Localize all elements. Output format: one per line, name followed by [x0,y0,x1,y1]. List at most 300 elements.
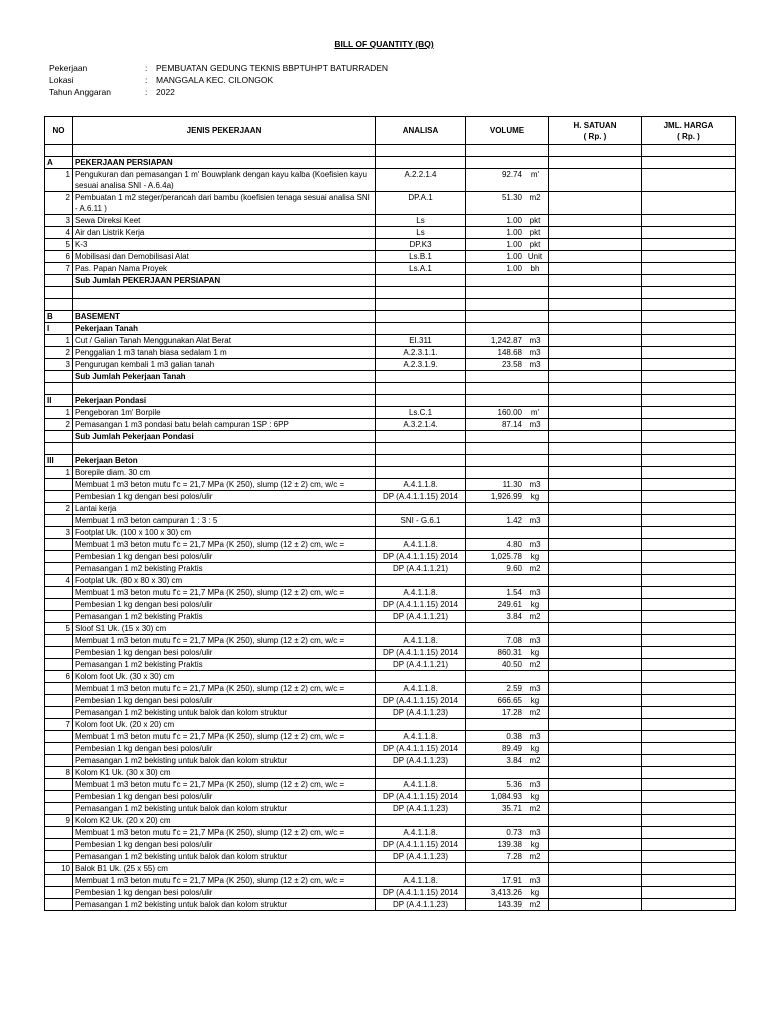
volume-value: 1.00 [506,216,522,225]
cell-volume [466,779,549,791]
table-row [45,623,736,635]
volume-wrap [466,335,548,346]
cell-description: Pekerjaan Pondasi [73,395,376,407]
cell-no: III [45,455,73,467]
cell-analisa [376,503,466,515]
cell-volume [466,635,549,647]
table-row [45,467,736,479]
table-row [45,887,736,899]
cell-no [45,827,73,839]
col-header-volume: VOLUME [466,117,549,145]
cell-harga-satuan [549,395,642,407]
bq-table [44,116,736,911]
cell-no [45,743,73,755]
volume-unit: Unit [527,252,543,261]
cell-jumlah-harga [642,515,736,527]
volume-wrap [466,659,548,670]
cell-volume [466,323,549,335]
cell-harga-satuan [549,169,642,192]
cell-jumlah-harga [642,863,736,875]
volume-unit: m2 [529,804,541,813]
cell-harga-satuan [549,263,642,275]
cell-volume [466,192,549,215]
section-row [45,323,736,335]
volume-wrap [466,407,548,418]
cell-analisa [376,299,466,311]
cell-no [45,839,73,851]
cell-analisa: A.3.2.1.4. [376,419,466,431]
cell-jumlah-harga [642,251,736,263]
cell-description: Pembesian 1 kg dengan besi polos/ulir [73,551,376,563]
cell-volume [466,791,549,803]
cell-jumlah-harga [642,335,736,347]
volume-value: 92.74 [501,170,522,179]
cell-volume [466,539,549,551]
cell-volume [466,467,549,479]
cell-jumlah-harga [642,827,736,839]
cell-description: Pas. Papan Nama Proyek [73,263,376,275]
cell-description: Pemasangan 1 m2 bekisting untuk balok dan kolom struktur [73,755,376,767]
volume-value: 17.28 [501,708,522,717]
col-header-harga-satuan-unit: ( Rp. ) [583,131,607,141]
cell-jumlah-harga [642,419,736,431]
cell-no [45,875,73,887]
volume-wrap [466,539,548,550]
cell-analisa [376,323,466,335]
meta-sep: : [145,75,148,85]
cell-harga-satuan [549,863,642,875]
volume-wrap [466,695,548,706]
cell-no: 1 [45,169,73,192]
volume-value: 7.28 [506,852,522,861]
volume-wrap [466,347,548,358]
cell-no [45,635,73,647]
cell-volume [466,707,549,719]
meta-sep: : [145,87,148,97]
volume-wrap [466,359,548,370]
cell-harga-satuan [549,875,642,887]
cell-volume [466,803,549,815]
cell-volume [466,623,549,635]
cell-jumlah-harga [642,779,736,791]
volume-value: 40.50 [501,660,522,669]
cell-description: Membuat 1 m3 beton mutu f'c = 21,7 MPa (K 250), slump (12 ± 2) cm, w/c = [73,827,376,839]
cell-analisa [376,467,466,479]
cell-volume [466,227,549,239]
cell-no: 2 [45,503,73,515]
volume-wrap [466,263,548,274]
cell-description: Mobilisasi dan Demobilisasi Alat [73,251,376,263]
meta-label: Tahun Anggaran [49,87,111,97]
volume-unit: pkt [529,216,541,225]
cell-description: Pembesian 1 kg dengan besi polos/ulir [73,743,376,755]
volume-wrap [466,779,548,790]
cell-jumlah-harga [642,311,736,323]
cell-harga-satuan [549,575,642,587]
cell-no: II [45,395,73,407]
cell-analisa: A.4.1.1.8. [376,479,466,491]
cell-description: Membuat 1 m3 beton campuran 1 : 3 : 5 [73,515,376,527]
cell-volume [466,875,549,887]
cell-volume [466,551,549,563]
cell-description: Pembesian 1 kg dengan besi polos/ulir [73,647,376,659]
cell-harga-satuan [549,467,642,479]
table-row [45,767,736,779]
volume-wrap [466,551,548,562]
table-row [45,227,736,239]
volume-unit: kg [530,648,540,657]
cell-jumlah-harga [642,383,736,395]
cell-analisa [376,395,466,407]
volume-wrap [466,791,548,802]
cell-harga-satuan [549,587,642,599]
cell-harga-satuan [549,695,642,707]
cell-volume [466,563,549,575]
volume-unit: m3 [529,516,541,525]
cell-harga-satuan [549,527,642,539]
cell-analisa: DP (A.4.1.1.15) 2014 [376,887,466,899]
cell-description: Membuat 1 m3 beton mutu f'c = 21,7 MPa (K 250), slump (12 ± 2) cm, w/c = [73,635,376,647]
cell-analisa: DP (A.4.1.1.21) [376,611,466,623]
cell-harga-satuan [549,443,642,455]
table-row [45,263,736,275]
blank-row [45,287,736,299]
table-row [45,192,736,215]
cell-description: Sloof S1 Uk. (15 x 30) cm [73,623,376,635]
cell-no: 9 [45,815,73,827]
cell-harga-satuan [549,815,642,827]
cell-description: Membuat 1 m3 beton mutu f'c = 21,7 MPa (K 250), slump (12 ± 2) cm, w/c = [73,587,376,599]
cell-no [45,275,73,287]
cell-no: 7 [45,263,73,275]
volume-unit: m2 [529,756,541,765]
cell-jumlah-harga [642,371,736,383]
cell-jumlah-harga [642,683,736,695]
cell-description: Pemasangan 1 m2 bekisting Praktis [73,563,376,575]
cell-jumlah-harga [642,275,736,287]
cell-jumlah-harga [642,731,736,743]
cell-jumlah-harga [642,803,736,815]
cell-volume [466,815,549,827]
cell-harga-satuan [549,851,642,863]
cell-harga-satuan [549,599,642,611]
cell-analisa [376,623,466,635]
volume-value: 2.59 [506,684,522,693]
cell-no [45,599,73,611]
cell-no: 3 [45,527,73,539]
table-row [45,215,736,227]
volume-unit: m2 [529,564,541,573]
table-row [45,815,736,827]
cell-analisa: DP (A.4.1.1.15) 2014 [376,743,466,755]
cell-description: Balok B1 Uk. (25 x 55) cm [73,863,376,875]
volume-unit: m2 [529,612,541,621]
cell-harga-satuan [549,659,642,671]
blank-row [45,299,736,311]
cell-harga-satuan [549,635,642,647]
table-row [45,671,736,683]
cell-analisa: DP (A.4.1.1.23) [376,803,466,815]
cell-analisa [376,815,466,827]
cell-description: Pemasangan 1 m2 bekisting untuk balok dan kolom struktur [73,707,376,719]
cell-no [45,479,73,491]
col-header-jumlah-harga [642,117,736,145]
cell-harga-satuan [549,563,642,575]
volume-unit: kg [530,792,540,801]
cell-volume [466,743,549,755]
cell-description: Pembesian 1 kg dengan besi polos/ulir [73,887,376,899]
volume-wrap [466,647,548,658]
volume-unit: m2 [529,708,541,717]
table-row [45,647,736,659]
section-row [45,311,736,323]
cell-no: 6 [45,671,73,683]
volume-unit: kg [530,600,540,609]
subtotal-row [45,371,736,383]
table-row [45,503,736,515]
table-row [45,731,736,743]
cell-volume [466,383,549,395]
cell-no: A [45,157,73,169]
cell-volume [466,827,549,839]
cell-analisa [376,767,466,779]
cell-volume [466,395,549,407]
cell-harga-satuan [549,157,642,169]
cell-description: Pembesian 1 kg dengan besi polos/ulir [73,791,376,803]
cell-description: Pembesian 1 kg dengan besi polos/ulir [73,839,376,851]
cell-volume [466,671,549,683]
volume-value: 23.58 [501,360,522,369]
cell-harga-satuan [549,347,642,359]
cell-description: Lantai kerja [73,503,376,515]
volume-value: 3.84 [506,612,522,621]
cell-no [45,299,73,311]
cell-analisa [376,431,466,443]
cell-volume [466,851,549,863]
cell-volume [466,251,549,263]
cell-description: Pembesian 1 kg dengan besi polos/ulir [73,695,376,707]
cell-description: Membuat 1 m3 beton mutu f'c = 21,7 MPa (K 250), slump (12 ± 2) cm, w/c = [73,539,376,551]
cell-volume [466,515,549,527]
table-row [45,575,736,587]
cell-description [73,287,376,299]
cell-jumlah-harga [642,743,736,755]
volume-wrap [466,839,548,850]
cell-harga-satuan [549,899,642,911]
cell-harga-satuan [549,791,642,803]
cell-no [45,851,73,863]
cell-analisa: A.2.3.1.9. [376,359,466,371]
cell-description: Pemasangan 1 m2 bekisting untuk balok dan kolom struktur [73,899,376,911]
cell-harga-satuan [549,743,642,755]
cell-no: 4 [45,227,73,239]
volume-unit: m3 [529,588,541,597]
cell-no [45,431,73,443]
cell-analisa: DP (A.4.1.1.15) 2014 [376,839,466,851]
cell-description: Pekerjaan Tanah [73,323,376,335]
cell-description: Pemasangan 1 m2 bekisting untuk balok dan kolom struktur [73,803,376,815]
volume-unit: m2 [529,660,541,669]
cell-volume [466,311,549,323]
volume-unit: m2 [529,852,541,861]
cell-description [73,145,376,157]
cell-description: Membuat 1 m3 beton mutu f'c = 21,7 MPa (K 250), slump (12 ± 2) cm, w/c = [73,731,376,743]
volume-wrap [466,599,548,610]
cell-analisa: A.4.1.1.8. [376,539,466,551]
cell-analisa [376,145,466,157]
cell-volume [466,287,549,299]
cell-analisa: A.2.2.1.4 [376,169,466,192]
cell-jumlah-harga [642,887,736,899]
cell-harga-satuan [549,431,642,443]
blank-row [45,145,736,157]
volume-value: 89.49 [501,744,522,753]
volume-unit: bh [530,264,540,273]
volume-unit: m3 [529,828,541,837]
cell-volume [466,491,549,503]
cell-analisa [376,863,466,875]
volume-wrap [466,227,548,238]
cell-no [45,683,73,695]
table-row [45,683,736,695]
cell-analisa: DP (A.4.1.1.15) 2014 [376,551,466,563]
cell-volume [466,503,549,515]
table-row [45,719,736,731]
meta-value: 2022 [156,87,175,97]
cell-description: Sub Jumlah Pekerjaan Pondasi [73,431,376,443]
volume-wrap [466,743,548,754]
cell-volume [466,731,549,743]
table-row [45,419,736,431]
volume-value: 3.84 [506,756,522,765]
volume-wrap [466,875,548,886]
cell-harga-satuan [549,479,642,491]
cell-description: Footplat Uk. (100 x 100 x 30) cm [73,527,376,539]
cell-jumlah-harga [642,587,736,599]
cell-harga-satuan [549,887,642,899]
cell-analisa [376,527,466,539]
cell-no [45,515,73,527]
cell-harga-satuan [549,145,642,157]
volume-unit: m3 [529,540,541,549]
cell-jumlah-harga [642,851,736,863]
cell-no: 7 [45,719,73,731]
cell-jumlah-harga [642,815,736,827]
cell-harga-satuan [549,755,642,767]
cell-harga-satuan [549,611,642,623]
cell-jumlah-harga [642,563,736,575]
table-row [45,359,736,371]
cell-description: Pengurugan kembali 1 m3 galian tanah [73,359,376,371]
cell-volume [466,719,549,731]
cell-harga-satuan [549,419,642,431]
volume-value: 1,242.87 [490,336,522,345]
volume-unit: m3 [529,732,541,741]
cell-jumlah-harga [642,467,736,479]
cell-volume [466,359,549,371]
volume-wrap [466,251,548,262]
cell-harga-satuan [549,539,642,551]
cell-volume [466,145,549,157]
cell-no: 5 [45,623,73,635]
cell-no [45,443,73,455]
cell-harga-satuan [549,407,642,419]
cell-volume [466,455,549,467]
volume-wrap [466,707,548,718]
table-row [45,539,736,551]
cell-volume [466,275,549,287]
table-row [45,347,736,359]
col-header-no: NO [45,117,73,145]
cell-no: B [45,311,73,323]
table-row [45,587,736,599]
section-row [45,157,736,169]
table-row [45,515,736,527]
volume-value: 1.54 [506,588,522,597]
cell-jumlah-harga [642,719,736,731]
volume-value: 1,926.99 [490,492,522,501]
cell-jumlah-harga [642,395,736,407]
volume-wrap [466,515,548,526]
subtotal-row [45,431,736,443]
table-row [45,251,736,263]
cell-no [45,383,73,395]
cell-jumlah-harga [642,623,736,635]
cell-no [45,695,73,707]
cell-analisa: DP (A.4.1.1.15) 2014 [376,791,466,803]
table-row [45,551,736,563]
cell-description: Kolom foot Uk. (30 x 30) cm [73,671,376,683]
meta-label: Pekerjaan [49,63,88,73]
cell-volume [466,659,549,671]
cell-description: Kolom K1 Uk. (30 x 30) cm [73,767,376,779]
cell-description: Borepile diam. 30 cm [73,467,376,479]
volume-wrap [466,851,548,862]
cell-description: Pemasangan 1 m3 pondasi batu belah campuran 1SP : 6PP [73,419,376,431]
volume-value: 1.00 [506,240,522,249]
section-row [45,455,736,467]
col-header-jumlah-harga-label: JML. HARGA [663,120,714,130]
cell-jumlah-harga [642,407,736,419]
volume-unit: m2 [529,193,541,202]
table-row [45,611,736,623]
cell-description: Pemasangan 1 m2 bekisting Praktis [73,659,376,671]
cell-jumlah-harga [642,635,736,647]
volume-value: 7.08 [506,636,522,645]
cell-description: Pengeboran 1m' Borpile [73,407,376,419]
cell-analisa [376,671,466,683]
cell-volume [466,587,549,599]
cell-no: I [45,323,73,335]
volume-unit: pkt [529,240,541,249]
cell-description: Pemasangan 1 m2 bekisting untuk balok dan kolom struktur [73,851,376,863]
col-header-harga-satuan [549,117,642,145]
volume-wrap [466,192,548,203]
cell-no [45,707,73,719]
cell-harga-satuan [549,335,642,347]
cell-analisa: DP (A.4.1.1.15) 2014 [376,599,466,611]
table-header-row [45,117,736,145]
cell-jumlah-harga [642,287,736,299]
volume-unit: m3 [529,876,541,885]
cell-analisa: Ls.B.1 [376,251,466,263]
cell-no: 2 [45,419,73,431]
cell-no [45,371,73,383]
cell-harga-satuan [549,323,642,335]
cell-jumlah-harga [642,659,736,671]
cell-no [45,755,73,767]
cell-volume [466,169,549,192]
